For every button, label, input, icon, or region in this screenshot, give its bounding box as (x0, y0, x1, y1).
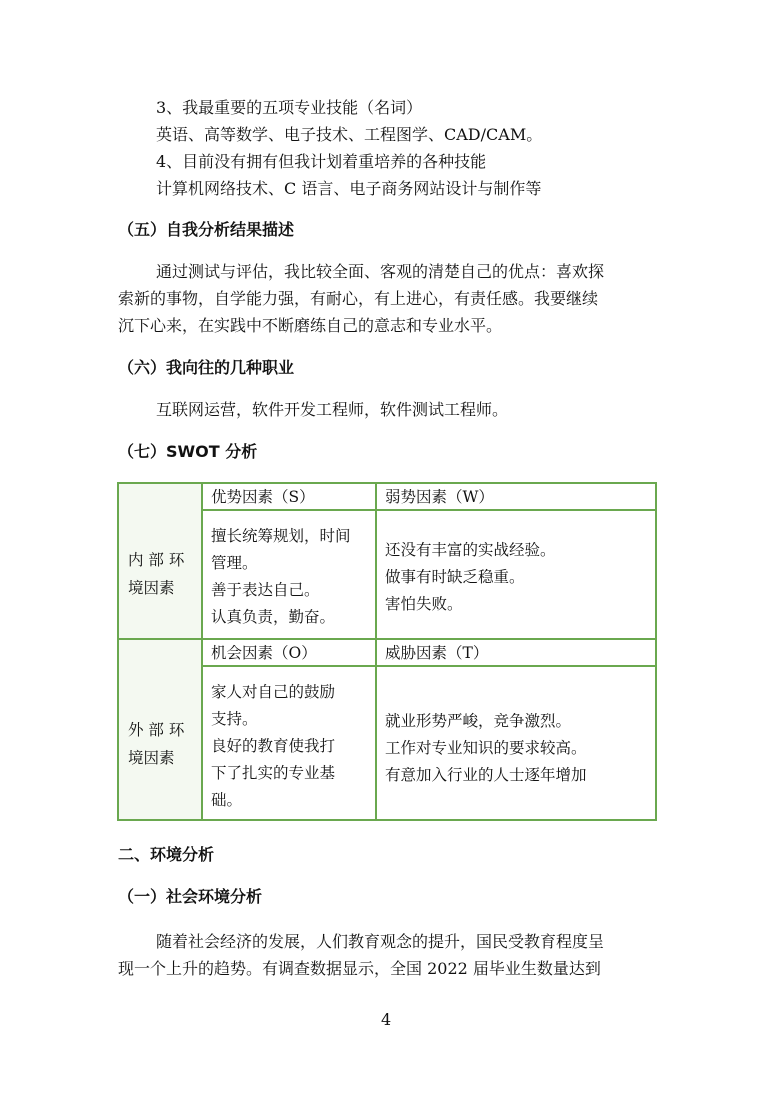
external-factors-label-1: 外 部 环 (128, 721, 185, 739)
table-border-middle (118, 638, 656, 640)
weakness-line-2: 做事有时缺乏稳重。 (385, 568, 525, 586)
internal-factors-label-2: 境因素 (128, 579, 175, 597)
opportunity-line-4: 下了扎实的专业基 (211, 764, 336, 782)
list-item-4-body: 计算机网络技术、C 语言、电子商务网站设计与制作等 (156, 179, 542, 198)
strength-line-2: 管理。 (211, 554, 258, 572)
part-2-heading: 二、环境分析 (118, 845, 215, 864)
external-factors-label-2: 境因素 (128, 749, 175, 767)
table-border-header-1 (202, 509, 656, 511)
threat-line-1: 就业形势严峻，竞争激烈。 (385, 712, 572, 730)
internal-factors-label-1: 内 部 环 (128, 551, 185, 569)
section-5-line-2: 索新的事物，自学能力强，有耐心，有上进心，有责任感。我要继续 (118, 289, 599, 308)
list-item-3-title: 3、我最重要的五项专业技能（名词） (156, 98, 423, 117)
table-border-right (655, 482, 657, 821)
strength-line-3: 善于表达自己。 (211, 581, 320, 599)
strengths-header: 优势因素（S） (211, 488, 315, 506)
opportunity-line-3: 良好的教育使我打 (211, 737, 336, 755)
table-border-header-2 (202, 665, 656, 667)
part-2-line-2: 现一个上升的趋势。有调查数据显示，全国 2022 届毕业生数量达到 (118, 959, 601, 978)
section-5-heading: （五）自我分析结果描述 (118, 220, 295, 239)
table-border-top (118, 482, 656, 484)
opportunity-line-2: 支持。 (211, 710, 258, 728)
section-5-line-1: 通过测试与评估，我比较全面、客观的清楚自己的优点：喜欢探 (156, 262, 605, 281)
opportunity-line-5: 础。 (211, 791, 243, 809)
weakness-line-1: 还没有丰富的实战经验。 (385, 541, 556, 559)
list-item-4-title: 4、目前没有拥有但我计划着重培养的各种技能 (156, 152, 487, 171)
threat-line-2: 工作对专业知识的要求较高。 (385, 739, 587, 757)
table-border-bottom (118, 819, 656, 821)
strength-line-4: 认真负责，勤奋。 (211, 608, 336, 626)
opportunities-header: 机会因素（O） (211, 644, 317, 662)
part-2-sub-heading: （一）社会环境分析 (118, 887, 263, 906)
table-border-left (117, 482, 119, 821)
threats-header: 威胁因素（T） (385, 644, 489, 662)
list-item-3-body: 英语、高等数学、电子技术、工程图学、CAD/CAM。 (156, 125, 543, 144)
table-border-col-1 (201, 482, 203, 821)
page-number: 4 (381, 1010, 392, 1029)
opportunity-line-1: 家人对自己的鼓励 (211, 683, 336, 701)
part-2-line-1: 随着社会经济的发展，人们教育观念的提升，国民受教育程度呈 (156, 932, 605, 951)
section-6-body: 互联网运营，软件开发工程师，软件测试工程师。 (156, 400, 509, 419)
table-border-col-2 (375, 482, 377, 821)
strength-line-1: 擅长统筹规划，时间 (211, 527, 351, 545)
section-7-heading: （七）SWOT 分析 (118, 442, 258, 461)
threat-line-3: 有意加入行业的人士逐年增加 (385, 766, 587, 784)
weaknesses-header: 弱势因素（W） (385, 488, 494, 506)
section-6-heading: （六）我向往的几种职业 (118, 358, 295, 377)
weakness-line-3: 害怕失败。 (385, 595, 463, 613)
section-5-line-3: 沉下心来，在实践中不断磨练自己的意志和专业水平。 (118, 316, 503, 335)
